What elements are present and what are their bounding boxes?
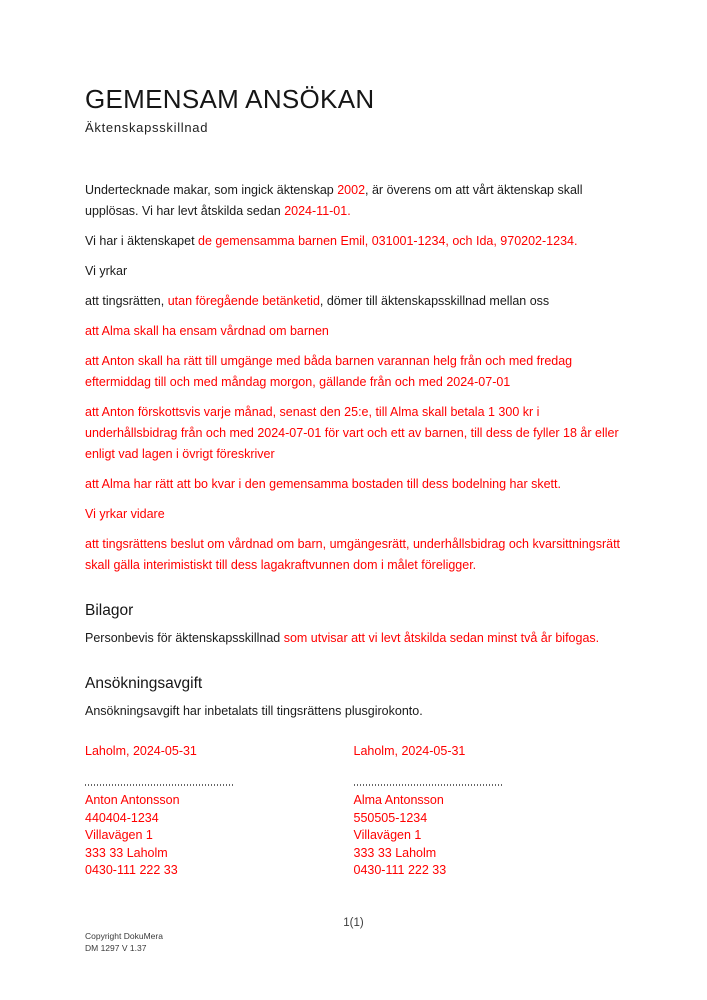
signatory-name: Alma Antonsson: [353, 793, 444, 807]
text-segment: att tingsrätten,: [85, 294, 168, 308]
paragraph-vi-yrkar: Vi yrkar: [85, 264, 128, 278]
page-number: 1(1): [343, 917, 364, 929]
signatory-name: Anton Antonsson: [85, 793, 180, 807]
signature-block-right: [354, 741, 623, 880]
text-segment: Personbevis för äktenskapsskillnad: [85, 631, 281, 645]
red-segment-marriage-year: 2002: [337, 183, 366, 197]
document-body: [85, 180, 622, 880]
signatory-postal-city: 333 33 Laholm: [85, 845, 168, 860]
signatory-personal-number: 440404-1234: [85, 810, 159, 825]
paragraph-vi-yrkar-vidare: Vi yrkar vidare: [85, 507, 165, 521]
heading-bilagor: Bilagor: [85, 602, 134, 619]
document-page: [85, 0, 622, 880]
page-subtitle: Äktenskapsskillnad: [85, 120, 209, 135]
paragraph-bilagor: [85, 628, 622, 649]
signatory-phone: 0430-111 222 33: [353, 863, 447, 877]
text-segment: Vi har i äktenskapet: [85, 234, 199, 248]
paragraph-claim-support: att Anton förskottsvis varje månad, senast den 25:e, till Alma skall betala 1 300 kr i underhållsbidrag från och med 2024-07-01 för vart och ett av barnen, till dess de fyller 18 år eller enligt vad lagen i övrigt föreskriver: [85, 405, 619, 461]
red-segment-no-betanketid: utan föregående betänketid: [167, 294, 320, 308]
signature-block-left: [85, 741, 354, 880]
signature-line-right: [354, 784, 504, 786]
paragraph-ansokningsavgift: Ansökningsavgift har inbetalats till tingsrättens plusgirokonto.: [85, 704, 423, 718]
copyright-text: Copyright DokuMera: [85, 931, 163, 941]
signatory-street: Villavägen 1: [353, 828, 422, 842]
signatory-phone: 0430-111 222 33: [85, 863, 178, 877]
signature-section: [85, 741, 622, 880]
red-segment-separation-date: 2024-11-01.: [284, 204, 351, 218]
paragraph-marriage-intro: [85, 180, 622, 222]
signatory-postal-city: 333 33 Laholm: [353, 845, 437, 860]
paragraph-claim-visitation: att Anton skall ha rätt till umgänge med båda barnen varannan helg från och med fredag eftermiddag till och med måndag morgon, gällande från och med 2024-07-01: [85, 354, 573, 389]
place-date-right: Laholm, 2024-05-31: [353, 744, 466, 758]
red-segment-children-names: de gemensamma barnen Emil, 031001-1234, och Ida, 970202-1234.: [198, 234, 578, 248]
paragraph-claim-residence: att Alma har rätt att bo kvar i den gemensamma bostaden till dess bodelning har skett.: [85, 477, 561, 491]
page-title: GEMENSAM ANSÖKAN: [85, 84, 375, 114]
signatory-details-left: [85, 792, 354, 880]
text-segment: Undertecknade makar, som ingick äktenskap: [85, 183, 338, 197]
red-segment-bilagor: som utvisar att vi levt åtskilda sedan minst två år bifogas.: [280, 631, 600, 645]
signatory-personal-number: 550505-1234: [353, 810, 428, 825]
place-date-left: Laholm, 2024-05-31: [85, 744, 197, 758]
signatory-street: Villavägen 1: [85, 828, 153, 842]
signatory-details-right: [354, 792, 623, 880]
paragraph-claim-divorce: [85, 291, 622, 312]
paragraph-claim-custody: att Alma skall ha ensam vårdnad om barnen: [85, 324, 329, 338]
paragraph-children: [85, 231, 622, 252]
heading-ansokningsavgift: Ansökningsavgift: [85, 675, 203, 692]
text-segment: , dömer till äktenskapsskillnad mellan oss: [319, 294, 550, 308]
signature-line-left: [85, 784, 235, 786]
text-segment: , är överens om att vårt äktenskap skall upplösas. Vi har levt åtskilda sedan: [85, 183, 583, 218]
footer-copyright: [85, 931, 163, 954]
paragraph-claim-interim: att tingsrättens beslut om vårdnad om barn, umgängesrätt, underhållsbidrag och kvarsittningsrätt skall gälla interimistiskt till dess lagakraftvunnen dom i målet föreligger.: [85, 537, 621, 572]
document-id: DM 1297 V 1.37: [85, 942, 147, 953]
